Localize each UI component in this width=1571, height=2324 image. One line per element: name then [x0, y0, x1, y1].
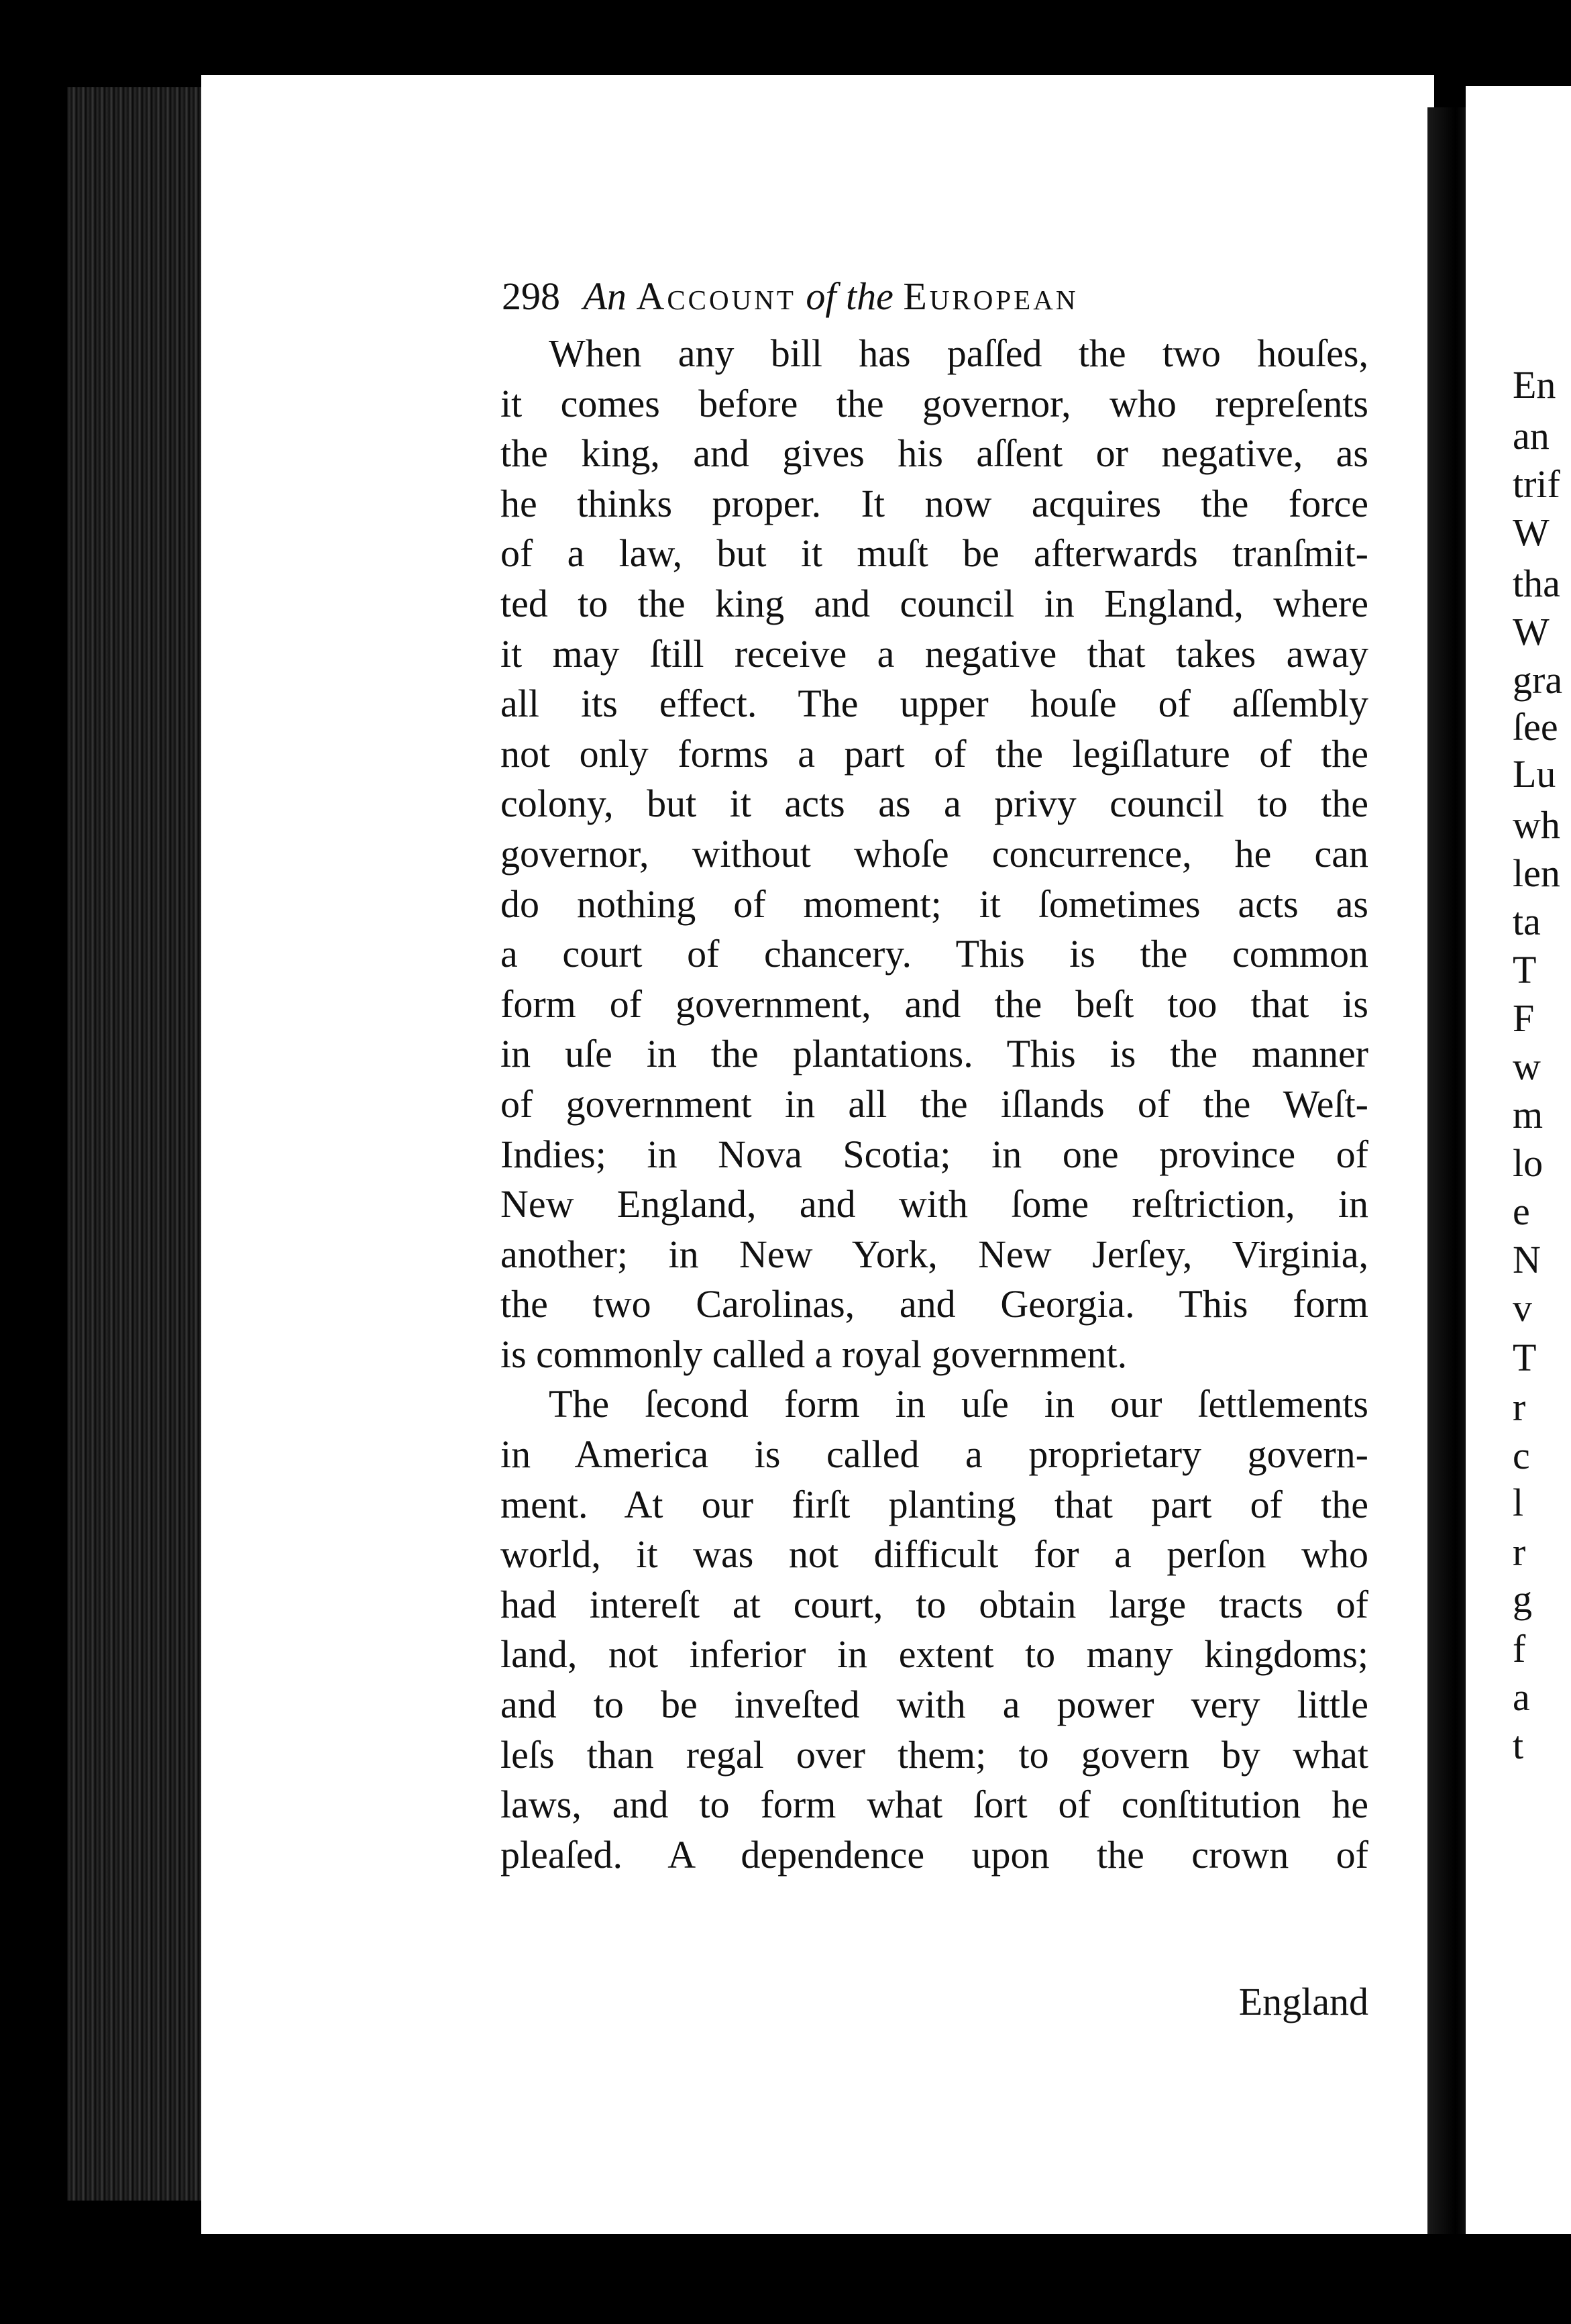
adjacent-page-text: c — [1513, 1434, 1530, 1477]
text-line: form of government, and the beſt too that is — [500, 982, 1368, 1026]
text-line: had intereſt at court, to obtain large tracts of — [500, 1582, 1368, 1626]
header-title-an: An — [583, 274, 627, 318]
text-line: Indies; in Nova Scotia; in one province of — [500, 1132, 1368, 1176]
adjacent-page-text: ſee — [1513, 705, 1558, 749]
adjacent-page-text: e — [1513, 1190, 1530, 1233]
adjacent-page-text: w — [1513, 1045, 1541, 1088]
text-line: and to be inveſted with a power very little — [500, 1683, 1368, 1727]
text-line: of government in all the iſlands of the Weſt- — [500, 1081, 1368, 1126]
running-header — [502, 274, 1374, 327]
page-gutter — [1427, 107, 1468, 2241]
adjacent-page-text: En — [1513, 363, 1556, 407]
adjacent-page-text: Lu — [1513, 752, 1556, 796]
header-title-european: European — [903, 274, 1079, 318]
adjacent-page-text: F — [1513, 996, 1535, 1040]
text-line: leſs than regal over them; to govern by what — [500, 1732, 1368, 1777]
catchword: England — [1238, 1980, 1368, 2023]
adjacent-page-text: r — [1513, 1385, 1526, 1429]
text-line: another; in New York, New Jerſey, Virginia, — [500, 1232, 1368, 1276]
adjacent-page-text: N — [1513, 1238, 1541, 1281]
text-line: world, it was not difficult for a perſon who — [500, 1532, 1368, 1577]
adjacent-page-text: r — [1513, 1530, 1526, 1574]
paragraph — [500, 329, 1368, 1379]
adjacent-page-text: ta — [1513, 900, 1541, 943]
text-line: New England, and with ſome reſtriction, in — [500, 1182, 1368, 1226]
text-line: When any bill has paſſed the two houſes, — [549, 331, 1368, 375]
text-line: pleaſed. A dependence upon the crown of — [500, 1832, 1368, 1877]
adjacent-page-text: l — [1513, 1481, 1524, 1524]
adjacent-page-text: lo — [1513, 1141, 1543, 1185]
text-line: it comes before the governor, who repreſents — [500, 381, 1368, 425]
adjacent-page-text: T — [1513, 948, 1537, 992]
adjacent-page-text: tha — [1513, 562, 1560, 605]
text-line: a court of chancery. This is the common — [500, 932, 1368, 976]
text-line: it may ſtill receive a negative that takes away — [500, 631, 1368, 676]
text-line: not only forms a part of the legiſlature of the — [500, 731, 1368, 776]
text-line: do nothing of moment; it ſometimes acts as — [500, 882, 1368, 926]
text-line: ment. At our firſt planting that part of the — [500, 1482, 1368, 1526]
text-line: laws, and to form what ſort of conſtitution he — [500, 1783, 1368, 1827]
adjacent-page-text: wh — [1513, 803, 1560, 847]
text-line: colony, but it acts as a privy council to the — [500, 782, 1368, 826]
adjacent-page-text: a — [1513, 1675, 1530, 1719]
text-line: of a law, but it muſt be afterwards tranſmit- — [500, 531, 1368, 576]
adjacent-page-text: v — [1513, 1286, 1532, 1330]
adjacent-page-text: W — [1513, 511, 1550, 554]
text-line: is commonly called a royal government. — [500, 1332, 1128, 1376]
body-text — [500, 329, 1368, 1880]
adjacent-page-text: g — [1513, 1577, 1532, 1621]
text-line: in America is called a proprietary govern- — [500, 1432, 1368, 1477]
header-title-of-the: of the — [806, 274, 893, 318]
text-line: he thinks proper. It now acquires the force — [500, 481, 1368, 525]
adjacent-page-fragment — [1466, 86, 1571, 2246]
adjacent-page-text: f — [1513, 1627, 1526, 1671]
page-number: 298 — [502, 274, 560, 318]
paragraph — [500, 1379, 1368, 1880]
text-line: The ſecond form in uſe in our ſettlements — [549, 1382, 1368, 1426]
scan-border — [0, 2234, 1571, 2324]
text-line: the two Carolinas, and Georgia. This form — [500, 1282, 1368, 1326]
adjacent-page-text: gra — [1513, 658, 1563, 702]
text-line: the king, and gives his aſſent or negative, as — [500, 431, 1368, 476]
header-title-account: Account — [636, 274, 796, 318]
adjacent-page-text: an — [1513, 414, 1550, 458]
text-line: all its effect. The upper houſe of aſſembly — [500, 682, 1368, 726]
adjacent-page-text: m — [1513, 1093, 1543, 1137]
adjacent-page-text: T — [1513, 1336, 1537, 1379]
text-line: ted to the king and council in England, where — [500, 581, 1368, 625]
adjacent-page-text: len — [1513, 851, 1560, 895]
adjacent-page-text: t — [1513, 1724, 1524, 1767]
text-line: governor, without whoſe concurrence, he can — [500, 831, 1368, 876]
text-line: in uſe in the plantations. This is the manner — [500, 1032, 1368, 1076]
adjacent-page-text: trif — [1513, 462, 1560, 506]
text-line: land, not inferior in extent to many kingdoms; — [500, 1632, 1368, 1677]
adjacent-page-text: W — [1513, 610, 1550, 653]
